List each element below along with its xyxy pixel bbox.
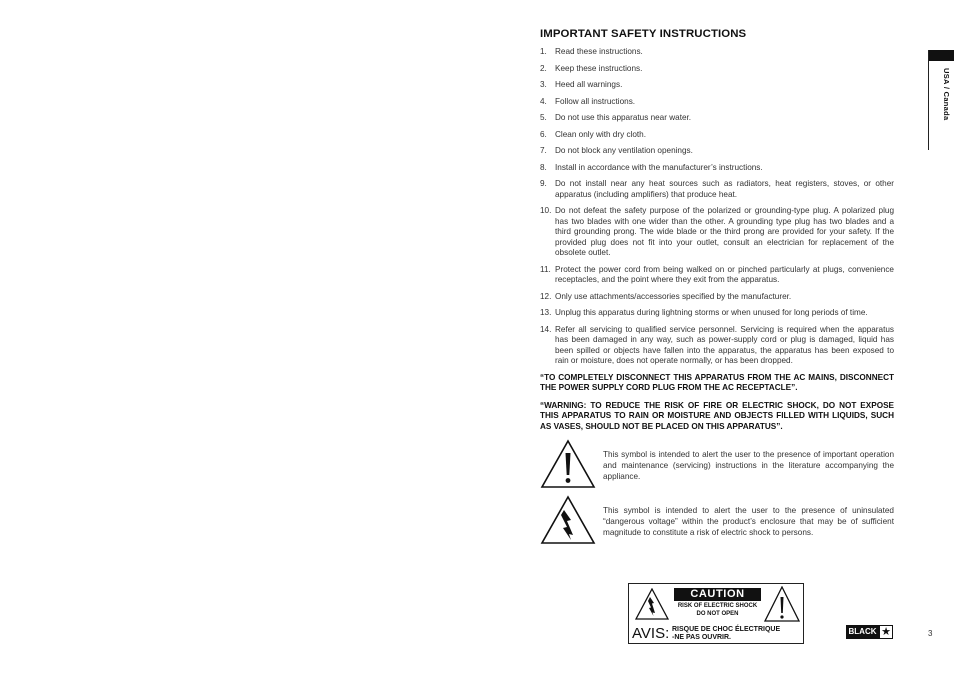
section-heading: IMPORTANT SAFETY INSTRUCTIONS xyxy=(540,28,747,40)
list-item xyxy=(540,64,894,75)
item-number: 5. xyxy=(540,113,547,122)
item-text: Read these instructions. xyxy=(555,47,643,56)
list-item xyxy=(540,146,894,157)
list-item xyxy=(540,265,894,286)
list-item xyxy=(540,130,894,141)
region-tab-bar xyxy=(929,50,954,61)
logo-word: BLACK xyxy=(846,625,879,639)
list-item xyxy=(540,97,894,108)
list-item xyxy=(540,163,894,174)
symbol-description: This symbol is intended to alert the user to the presence of important operation and maintenance (servicing) instructions in the literature accompanying the appliance. xyxy=(603,450,894,481)
avis-subtitle xyxy=(672,626,780,642)
exclamation-triangle-icon xyxy=(540,439,596,489)
item-number: 12. xyxy=(540,291,552,301)
item-text: Install in accordance with the manufacturer’s instructions. xyxy=(555,162,763,172)
item-number: 8. xyxy=(540,162,547,172)
avis-line: RISQUE DE CHOC ÉLECTRIQUE xyxy=(672,626,781,633)
list-item xyxy=(540,325,894,367)
caution-line: DO NOT OPEN xyxy=(696,610,739,617)
caution-label xyxy=(628,583,804,644)
symbol-description: This symbol is intended to alert the user to the presence of uninsulated “dangerous voltage” within the product’s enclosure that may be of sufficient magnitude to constitute a risk of electric shock to persons. xyxy=(603,506,894,537)
instructions-list xyxy=(540,47,894,367)
list-item xyxy=(540,113,894,124)
list-item xyxy=(540,47,894,58)
region-tab-label: USA / Canada xyxy=(942,68,951,121)
item-number: 1. xyxy=(540,47,547,56)
list-item xyxy=(540,179,894,200)
exclamation-triangle-icon xyxy=(764,586,800,622)
safety-instructions-section xyxy=(540,28,894,551)
list-item xyxy=(540,292,894,303)
region-tab xyxy=(928,50,954,150)
brand-logo xyxy=(846,625,894,639)
exclamation-symbol-row xyxy=(540,439,894,491)
item-text: Keep these instructions. xyxy=(555,63,643,73)
item-text: Do not use this apparatus near water. xyxy=(555,113,692,122)
page-number: 3 xyxy=(928,629,933,638)
list-item xyxy=(540,206,894,259)
list-item xyxy=(540,308,894,319)
lightning-triangle-icon xyxy=(635,588,669,620)
item-number: 14. xyxy=(540,324,552,334)
item-text: Only use attachments/accessories specified by the manufacturer. xyxy=(555,291,792,301)
item-number: 2. xyxy=(540,63,547,73)
fire-warning: “WARNING: TO REDUCE THE RISK OF FIRE OR ELECTRIC SHOCK, DO NOT EXPOSE THIS APPARATUS TO RAIN OR MOISTURE AND OBJECTS FILLED WITH LIQUIDS, SUCH AS VASES, SHOULD NOT BE PLACED ON THIS APPARATUS”. xyxy=(540,400,894,431)
item-text: Refer all servicing to qualified service personnel. Servicing is required when the apparatus has been damaged in any way, such as power-supply cord or plug is damaged, liquid has been spilled or objects have fallen into the apparatus, the apparatus has been exposed to rain or moisture, does not operate normally, or has been dropped. xyxy=(555,324,894,365)
item-text: Heed all warnings. xyxy=(555,80,623,89)
avis-line: -NE PAS OUVRIR. xyxy=(672,634,731,641)
caution-subtitle xyxy=(674,603,761,618)
item-text: Protect the power cord from being walked on or pinched particularly at plugs, convenience receptacles, and the point where they exit from the apparatus. xyxy=(555,264,894,284)
item-number: 10. xyxy=(540,206,552,215)
caution-title: CAUTION xyxy=(674,588,761,601)
item-number: 13. xyxy=(540,308,552,317)
item-number: 3. xyxy=(540,80,547,89)
item-text: Do not block any ventilation openings. xyxy=(555,146,693,155)
item-number: 7. xyxy=(540,146,547,155)
item-text: Do not defeat the safety purpose of the polarized or grounding-type plug. A polarized plug has two blades with one wider than the other. A grounding type plug has two blades and a third grounding prong. The wide blade or the third prong are provided for your safety. If the provided plug does not fit into your outlet, consult an electrician for replacement of the obsolete outlet. xyxy=(555,206,894,257)
disconnect-warning: “TO COMPLETELY DISCONNECT THIS APPARATUS FROM THE AC MAINS, DISCONNECT THE POWER SUPPLY CORD PLUG FROM THE AC RECEPTACLE”. xyxy=(540,372,894,392)
item-number: 9. xyxy=(540,179,547,188)
item-text: Do not install near any heat sources such as radiators, heat registers, stoves, or other apparatus (including amplifiers) that produce heat. xyxy=(555,179,894,199)
list-item xyxy=(540,80,894,91)
item-text: Follow all instructions. xyxy=(555,96,636,106)
lightning-triangle-icon xyxy=(540,495,596,545)
item-text: Clean only with dry cloth. xyxy=(555,129,647,139)
star-icon: ★ xyxy=(879,625,893,639)
item-text: Unplug this apparatus during lightning storms or when unused for long periods of time. xyxy=(555,308,868,317)
caution-line: RISK OF ELECTRIC SHOCK xyxy=(677,603,758,609)
item-number: 4. xyxy=(540,96,547,106)
item-number: 6. xyxy=(540,129,547,139)
item-number: 11. xyxy=(540,264,551,274)
lightning-symbol-row xyxy=(540,495,894,547)
avis-label: AVIS: xyxy=(632,625,670,642)
